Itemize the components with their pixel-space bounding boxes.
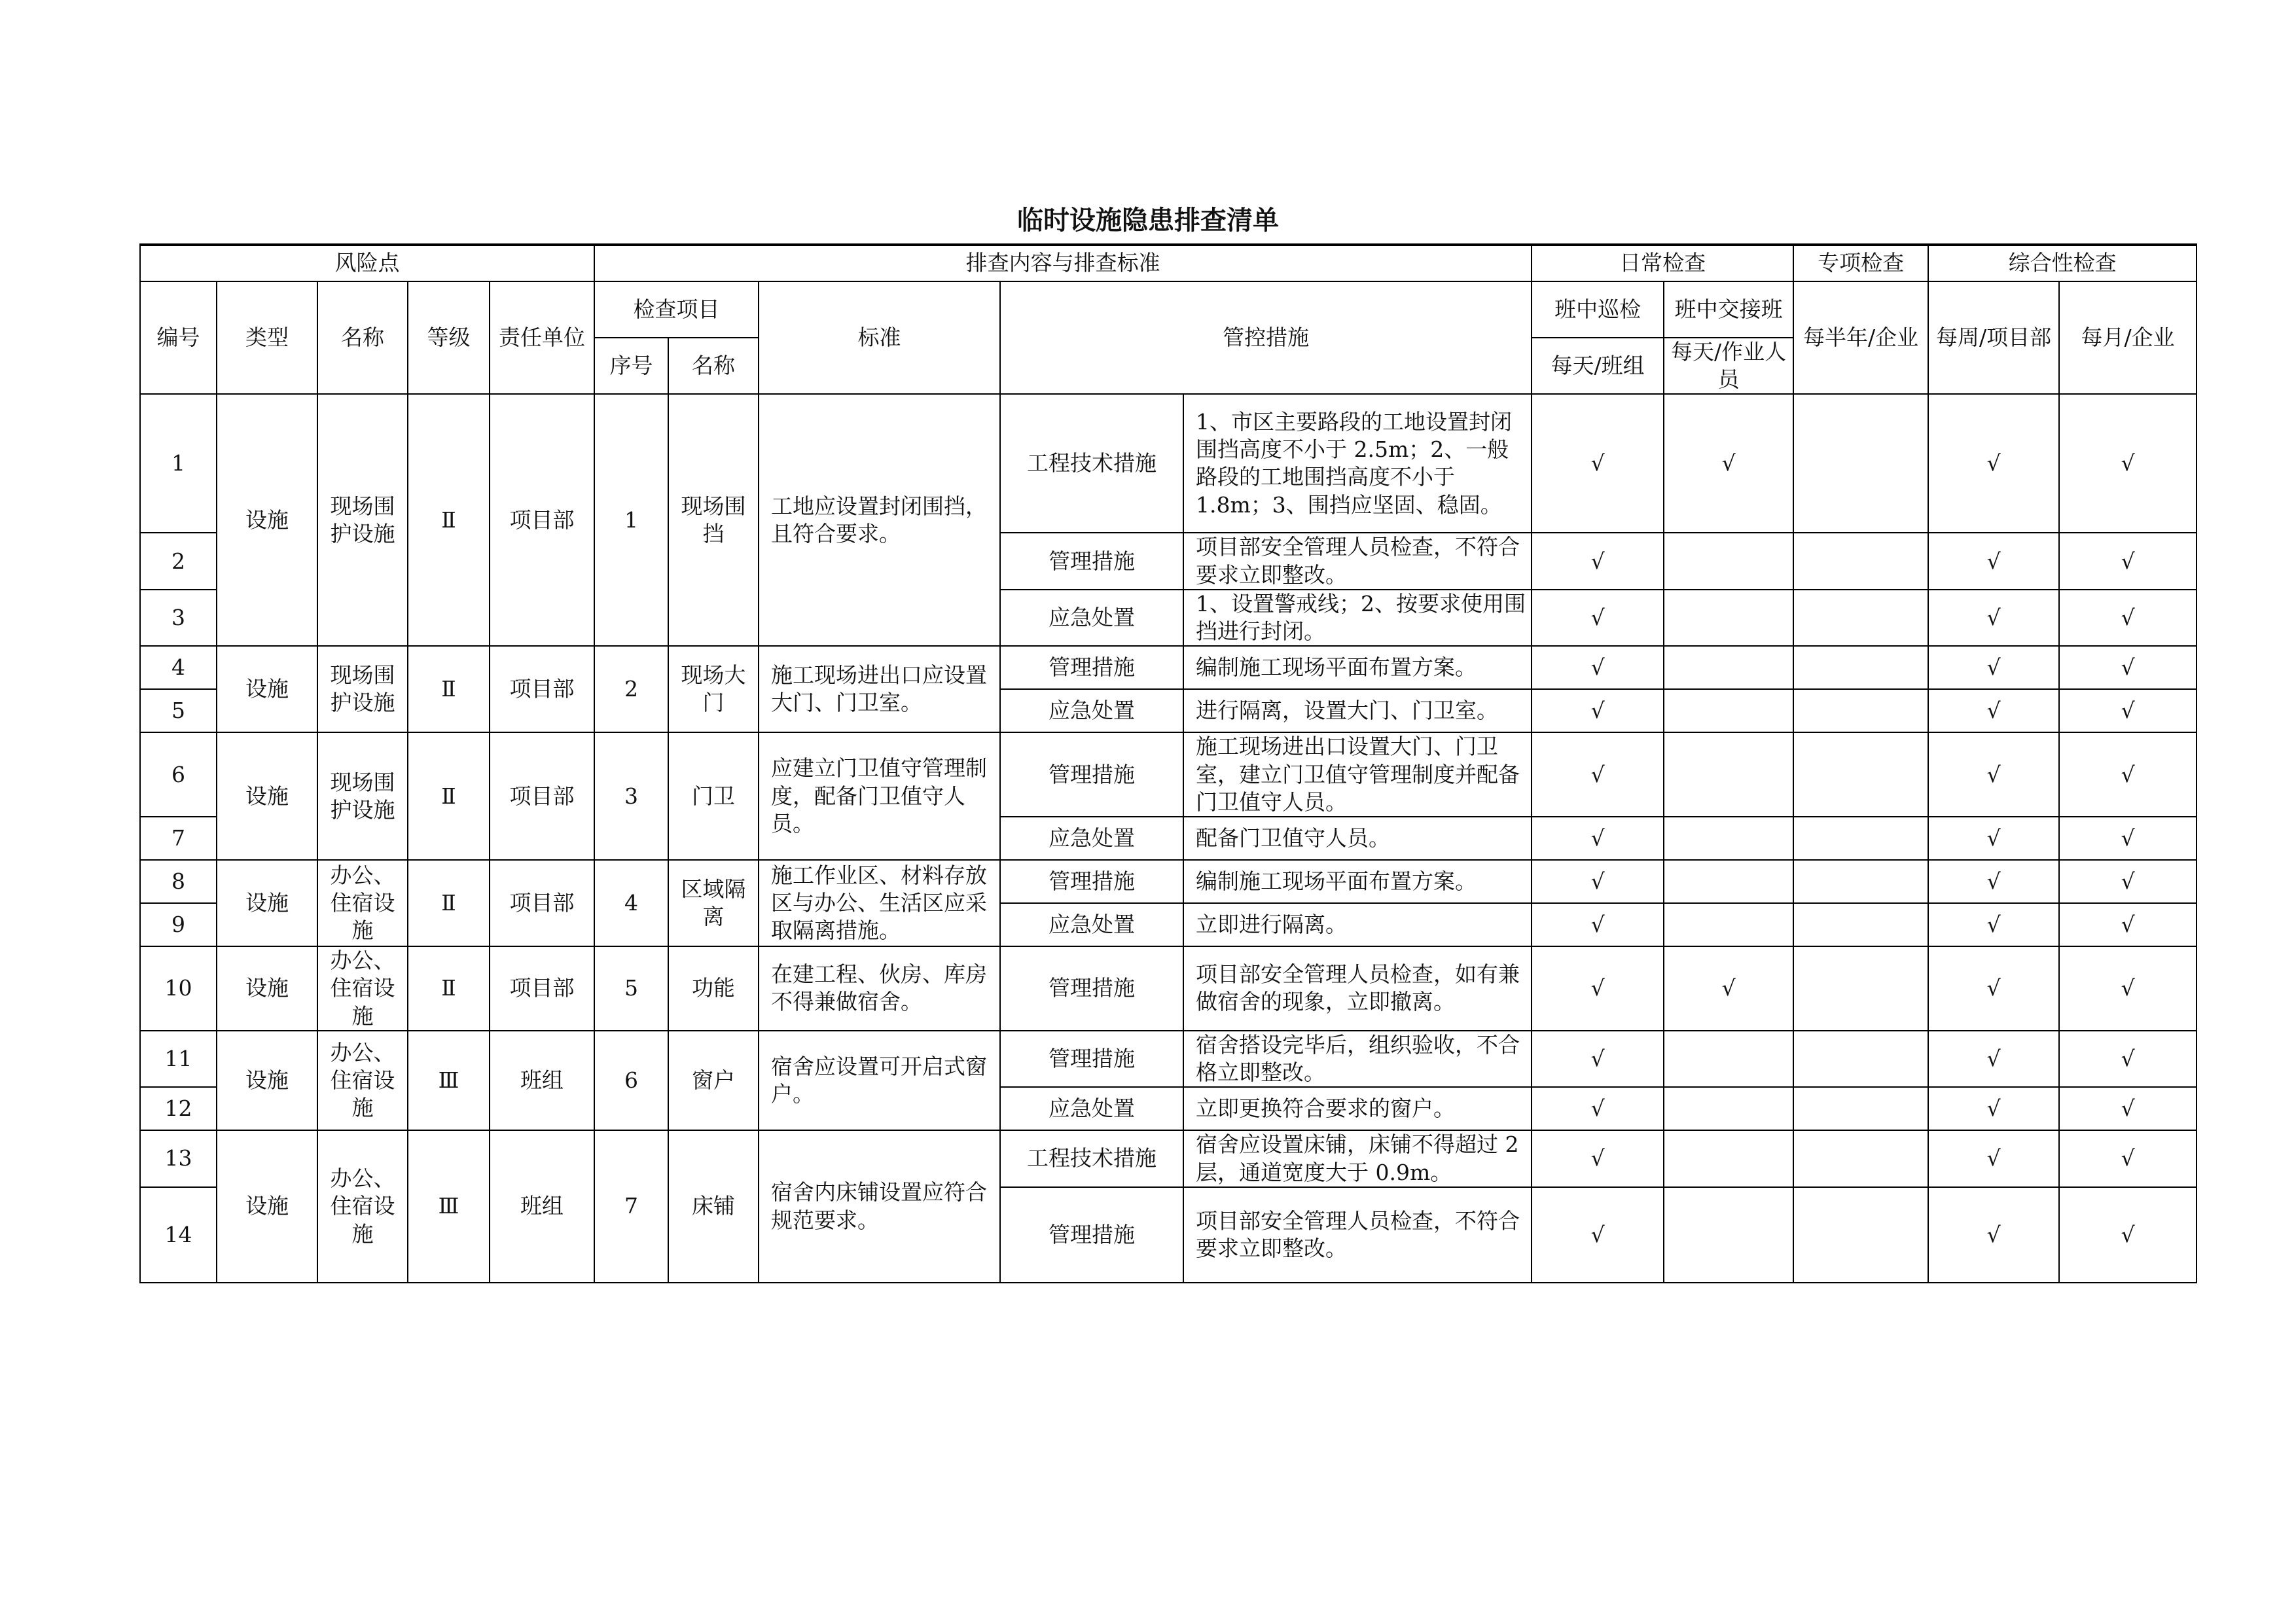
handover-check-cell [1664, 590, 1793, 646]
responsible-unit: 项目部 [490, 646, 594, 732]
handover-check-cell [1664, 732, 1793, 817]
measure-type: 工程技术措施 [1000, 394, 1183, 533]
risk-name: 办公、住宿设施 [317, 1130, 408, 1282]
header-special-check: 专项检查 [1793, 245, 1928, 281]
measure-type: 管理措施 [1000, 946, 1183, 1031]
measure-type: 应急处置 [1000, 903, 1183, 946]
measure-type: 管理措施 [1000, 732, 1183, 817]
measure-detail: 1、市区主要路段的工地设置封闭围挡高度不小于 2.5m；2、一般路段的工地围挡高度不小于 1.8m；3、围挡应坚固、稳固。 [1183, 394, 1532, 533]
measure-type: 管理措施 [1000, 1187, 1183, 1283]
weekly-check-cell: √ [1928, 903, 2059, 946]
handover-check-cell [1664, 646, 1793, 689]
patrol-check-cell: √ [1532, 860, 1664, 903]
header-risk-point: 风险点 [140, 245, 594, 281]
check-item-name: 现场围挡 [668, 394, 759, 646]
header-check-item: 检查项目 [594, 281, 759, 338]
measure-detail: 项目部安全管理人员检查，如有兼做宿舍的现象，立即撤离。 [1183, 946, 1532, 1031]
measure-type: 管理措施 [1000, 646, 1183, 689]
check-standard: 施工现场进出口应设置大门、门卫室。 [759, 646, 1000, 732]
patrol-check-cell: √ [1532, 817, 1664, 860]
risk-type: 设施 [217, 1130, 317, 1282]
check-standard: 应建立门卫值守管理制度，配备门卫值守人员。 [759, 732, 1000, 860]
table-header [140, 245, 2197, 394]
weekly-check-cell: √ [1928, 646, 2059, 689]
risk-name: 办公、住宿设施 [317, 946, 408, 1031]
patrol-check-cell: √ [1532, 903, 1664, 946]
patrol-check-cell: √ [1532, 732, 1664, 817]
special-check-cell [1793, 1087, 1928, 1130]
header-comprehensive-check: 综合性检查 [1928, 245, 2197, 281]
header-type: 类型 [217, 281, 317, 394]
weekly-check-cell: √ [1928, 732, 2059, 817]
check-standard: 工地应设置封闭围挡，且符合要求。 [759, 394, 1000, 646]
handover-check-cell [1664, 817, 1793, 860]
measure-type: 管理措施 [1000, 1031, 1183, 1087]
check-standard: 施工作业区、材料存放区与办公、生活区应采取隔离措施。 [759, 860, 1000, 946]
check-item-name: 门卫 [668, 732, 759, 860]
measure-detail: 编制施工现场平面布置方案。 [1183, 646, 1532, 689]
special-check-cell [1793, 1187, 1928, 1283]
special-check-cell [1793, 903, 1928, 946]
handover-check-cell: √ [1664, 946, 1793, 1031]
weekly-check-cell: √ [1928, 817, 2059, 860]
check-item-seq: 4 [594, 860, 668, 946]
header-name: 名称 [317, 281, 408, 394]
header-handover-freq: 每天/作业人员 [1664, 338, 1793, 394]
risk-type: 设施 [217, 860, 317, 946]
table-row [140, 1130, 2197, 1186]
special-check-cell [1793, 1130, 1928, 1186]
check-standard: 宿舍应设置可开启式窗户。 [759, 1031, 1000, 1130]
header-handover: 班中交接班 [1664, 281, 1793, 338]
risk-level: Ⅱ [408, 646, 490, 732]
handover-check-cell [1664, 1031, 1793, 1087]
measure-type: 管理措施 [1000, 860, 1183, 903]
header-unit: 责任单位 [490, 281, 594, 394]
patrol-check-cell: √ [1532, 590, 1664, 646]
risk-level: Ⅱ [408, 946, 490, 1031]
responsible-unit: 项目部 [490, 946, 594, 1031]
row-number: 12 [140, 1087, 217, 1130]
risk-level: Ⅱ [408, 732, 490, 860]
special-check-cell [1793, 646, 1928, 689]
monthly-check-cell: √ [2059, 1130, 2197, 1186]
patrol-check-cell: √ [1532, 1087, 1664, 1130]
header-item-name: 名称 [668, 338, 759, 394]
measure-detail: 1、设置警戒线；2、按要求使用围挡进行封闭。 [1183, 590, 1532, 646]
risk-type: 设施 [217, 946, 317, 1031]
row-number: 9 [140, 903, 217, 946]
risk-level: Ⅱ [408, 394, 490, 646]
monthly-check-cell: √ [2059, 903, 2197, 946]
weekly-check-cell: √ [1928, 1031, 2059, 1087]
handover-check-cell [1664, 1130, 1793, 1186]
patrol-check-cell: √ [1532, 533, 1664, 589]
weekly-check-cell: √ [1928, 860, 2059, 903]
header-weekly-freq: 每周/项目部 [1928, 281, 2059, 394]
header-seq: 序号 [594, 338, 668, 394]
check-standard: 宿舍内床铺设置应符合规范要求。 [759, 1130, 1000, 1282]
check-standard: 在建工程、伙房、库房不得兼做宿舍。 [759, 946, 1000, 1031]
table-row [140, 394, 2197, 533]
patrol-check-cell: √ [1532, 646, 1664, 689]
header-level: 等级 [408, 281, 490, 394]
measure-type: 应急处置 [1000, 1087, 1183, 1130]
row-number: 13 [140, 1130, 217, 1186]
risk-type: 设施 [217, 732, 317, 860]
risk-type: 设施 [217, 1031, 317, 1130]
check-item-seq: 2 [594, 646, 668, 732]
weekly-check-cell: √ [1928, 946, 2059, 1031]
check-item-name: 窗户 [668, 1031, 759, 1130]
handover-check-cell: √ [1664, 394, 1793, 533]
check-item-seq: 6 [594, 1031, 668, 1130]
weekly-check-cell: √ [1928, 1130, 2059, 1186]
weekly-check-cell: √ [1928, 1087, 2059, 1130]
row-number: 14 [140, 1187, 217, 1283]
monthly-check-cell: √ [2059, 394, 2197, 533]
measure-detail: 立即进行隔离。 [1183, 903, 1532, 946]
measure-type: 管理措施 [1000, 533, 1183, 589]
special-check-cell [1793, 732, 1928, 817]
handover-check-cell [1664, 903, 1793, 946]
row-number: 2 [140, 533, 217, 589]
responsible-unit: 班组 [490, 1130, 594, 1282]
measure-detail: 编制施工现场平面布置方案。 [1183, 860, 1532, 903]
table-body [140, 394, 2197, 1282]
measure-type: 应急处置 [1000, 689, 1183, 732]
risk-name: 办公、住宿设施 [317, 860, 408, 946]
header-measures: 管控措施 [1000, 281, 1532, 394]
monthly-check-cell: √ [2059, 533, 2197, 589]
measure-detail: 项目部安全管理人员检查，不符合要求立即整改。 [1183, 1187, 1532, 1283]
risk-type: 设施 [217, 394, 317, 646]
patrol-check-cell: √ [1532, 946, 1664, 1031]
handover-check-cell [1664, 533, 1793, 589]
hazard-checklist-table [139, 243, 2197, 1283]
patrol-check-cell: √ [1532, 394, 1664, 533]
handover-check-cell [1664, 1187, 1793, 1283]
special-check-cell [1793, 533, 1928, 589]
document-title: 临时设施隐患排查清单 [1017, 205, 1279, 236]
risk-level: Ⅲ [408, 1130, 490, 1282]
monthly-check-cell: √ [2059, 689, 2197, 732]
patrol-check-cell: √ [1532, 1031, 1664, 1087]
check-item-seq: 7 [594, 1130, 668, 1282]
monthly-check-cell: √ [2059, 946, 2197, 1031]
responsible-unit: 项目部 [490, 860, 594, 946]
weekly-check-cell: √ [1928, 394, 2059, 533]
header-patrol: 班中巡检 [1532, 281, 1664, 338]
monthly-check-cell: √ [2059, 860, 2197, 903]
responsible-unit: 项目部 [490, 394, 594, 646]
measure-detail: 项目部安全管理人员检查，不符合要求立即整改。 [1183, 533, 1532, 589]
table-row [140, 1031, 2197, 1087]
risk-name: 现场围护设施 [317, 394, 408, 646]
special-check-cell [1793, 1031, 1928, 1087]
special-check-cell [1793, 590, 1928, 646]
handover-check-cell [1664, 689, 1793, 732]
weekly-check-cell: √ [1928, 533, 2059, 589]
check-item-name: 区域隔离 [668, 860, 759, 946]
table-row [140, 646, 2197, 689]
special-check-cell [1793, 860, 1928, 903]
monthly-check-cell: √ [2059, 817, 2197, 860]
check-item-seq: 1 [594, 394, 668, 646]
risk-name: 现场围护设施 [317, 732, 408, 860]
weekly-check-cell: √ [1928, 689, 2059, 732]
measure-type: 应急处置 [1000, 817, 1183, 860]
special-check-cell [1793, 817, 1928, 860]
risk-level: Ⅲ [408, 1031, 490, 1130]
measure-detail: 进行隔离，设置大门、门卫室。 [1183, 689, 1532, 732]
check-item-seq: 3 [594, 732, 668, 860]
row-number: 6 [140, 732, 217, 817]
patrol-check-cell: √ [1532, 689, 1664, 732]
measure-detail: 施工现场进出口设置大门、门卫室，建立门卫值守管理制度并配备门卫值守人员。 [1183, 732, 1532, 817]
table-row [140, 732, 2197, 817]
header-special-freq: 每半年/企业 [1793, 281, 1928, 394]
header-standard: 标准 [759, 281, 1000, 394]
row-number: 7 [140, 817, 217, 860]
check-item-name: 现场大门 [668, 646, 759, 732]
row-number: 1 [140, 394, 217, 533]
handover-check-cell [1664, 1087, 1793, 1130]
check-item-name: 功能 [668, 946, 759, 1031]
risk-name: 办公、住宿设施 [317, 1031, 408, 1130]
responsible-unit: 班组 [490, 1031, 594, 1130]
monthly-check-cell: √ [2059, 1087, 2197, 1130]
header-check-content: 排查内容与排查标准 [594, 245, 1532, 281]
measure-detail: 配备门卫值守人员。 [1183, 817, 1532, 860]
row-number: 11 [140, 1031, 217, 1087]
measure-type: 应急处置 [1000, 590, 1183, 646]
monthly-check-cell: √ [2059, 732, 2197, 817]
risk-level: Ⅱ [408, 860, 490, 946]
row-number: 3 [140, 590, 217, 646]
special-check-cell [1793, 689, 1928, 732]
patrol-check-cell: √ [1532, 1187, 1664, 1283]
monthly-check-cell: √ [2059, 1187, 2197, 1283]
weekly-check-cell: √ [1928, 590, 2059, 646]
table-row [140, 946, 2197, 1031]
special-check-cell [1793, 946, 1928, 1031]
measure-detail: 立即更换符合要求的窗户。 [1183, 1087, 1532, 1130]
row-number: 4 [140, 646, 217, 689]
measure-detail: 宿舍应设置床铺，床铺不得超过 2 层，通道宽度大于 0.9m。 [1183, 1130, 1532, 1186]
row-number: 8 [140, 860, 217, 903]
responsible-unit: 项目部 [490, 732, 594, 860]
measure-detail: 宿舍搭设完毕后，组织验收，不合格立即整改。 [1183, 1031, 1532, 1087]
risk-type: 设施 [217, 646, 317, 732]
row-number: 5 [140, 689, 217, 732]
header-daily-check: 日常检查 [1532, 245, 1793, 281]
monthly-check-cell: √ [2059, 1031, 2197, 1087]
header-no: 编号 [140, 281, 217, 394]
monthly-check-cell: √ [2059, 590, 2197, 646]
row-number: 10 [140, 946, 217, 1031]
check-item-seq: 5 [594, 946, 668, 1031]
monthly-check-cell: √ [2059, 646, 2197, 689]
table-row [140, 860, 2197, 903]
risk-name: 现场围护设施 [317, 646, 408, 732]
handover-check-cell [1664, 860, 1793, 903]
measure-type: 工程技术措施 [1000, 1130, 1183, 1186]
check-item-name: 床铺 [668, 1130, 759, 1282]
header-monthly-freq: 每月/企业 [2059, 281, 2197, 394]
weekly-check-cell: √ [1928, 1187, 2059, 1283]
special-check-cell [1793, 394, 1928, 533]
patrol-check-cell: √ [1532, 1130, 1664, 1186]
header-patrol-freq: 每天/班组 [1532, 338, 1664, 394]
